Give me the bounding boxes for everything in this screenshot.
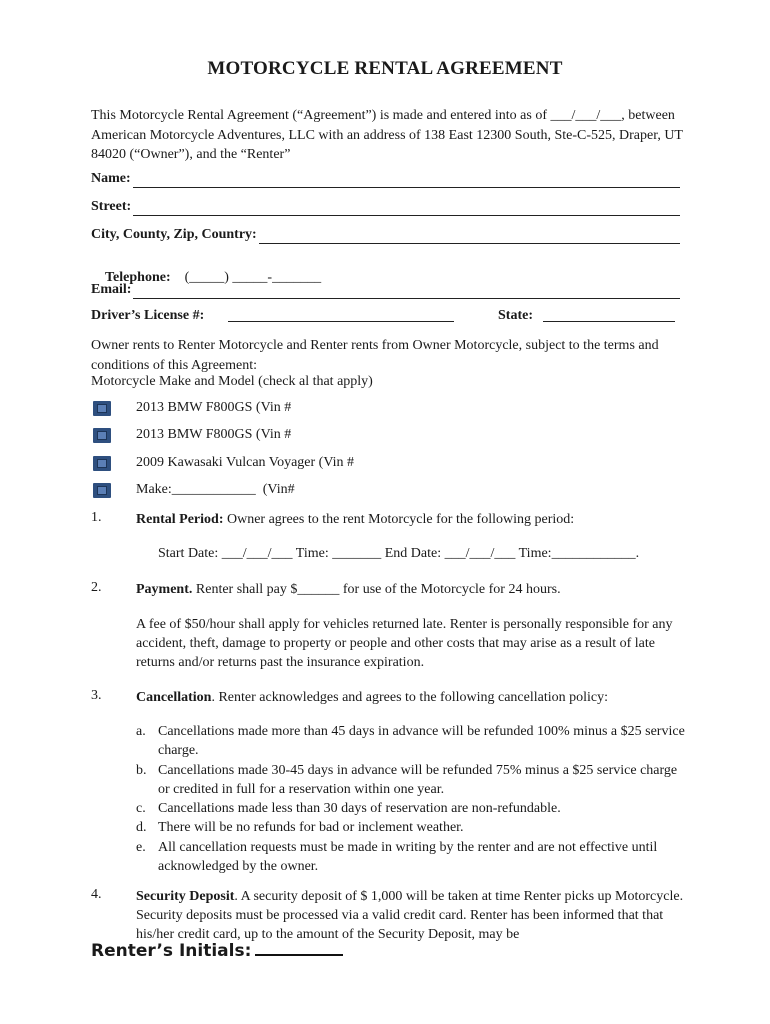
list-marker: c. xyxy=(136,801,146,817)
list-item xyxy=(136,799,686,818)
email-field[interactable] xyxy=(91,281,680,299)
state-blank-line[interactable] xyxy=(543,321,675,322)
list-marker: d. xyxy=(136,820,147,836)
name-field[interactable] xyxy=(91,170,680,188)
checkbox-icon[interactable] xyxy=(93,428,111,443)
list-item xyxy=(136,722,686,761)
motorcycle-option-label: 2013 BMW F800GS (Vin # xyxy=(136,400,292,415)
email-blank-line[interactable] xyxy=(133,284,680,299)
motorcycle-option-label: 2009 Kawasaki Vulcan Voyager (Vin # xyxy=(136,455,354,470)
section-text: Renter shall pay $______ for use of the Motorcycle for 24 hours. xyxy=(192,582,561,597)
state-label: State: xyxy=(498,308,533,323)
street-field[interactable] xyxy=(91,198,680,216)
section-title: Cancellation xyxy=(136,690,212,705)
section-number: 4. xyxy=(91,887,102,902)
rental-period-section xyxy=(136,510,684,529)
list-item-text: Cancellations made less than 30 days of reservation are non-refundable. xyxy=(158,801,561,817)
motorcycle-option[interactable] xyxy=(91,482,681,502)
late-fee-paragraph: A fee of $50/hour shall apply for vehicles returned late. Renter is personally responsible for any accident, theft, damage to property or people and other costs that may arise as a result of late returns and/or returns past the insurance expiration. xyxy=(136,617,673,670)
city-field[interactable] xyxy=(91,226,680,244)
owner-rents-paragraph: Owner rents to Renter Motorcycle and Renter rents from Owner Motorcycle, subject to the terms and conditions of this Agreement: xyxy=(91,338,659,373)
drivers-license-row xyxy=(91,308,680,328)
drivers-license-label: Driver’s License #: xyxy=(91,308,205,323)
section-title: Rental Period: xyxy=(136,512,224,527)
intro-paragraph: This Motorcycle Rental Agreement (“Agreement”) is made and entered into as of ___/___/___, between American Motorcycle Adventures, LLC with an address of 138 East 12300 South, Ste-C-525, Draper, UT 84020 (“Owner”), and the “Renter” xyxy=(91,108,683,162)
checkbox-icon[interactable] xyxy=(93,483,111,498)
street-label: Street: xyxy=(91,199,132,214)
renter-initials-label: Renter’s Initials: xyxy=(91,941,252,961)
section-number: 3. xyxy=(91,688,102,703)
name-label: Name: xyxy=(91,171,131,186)
motorcycle-option-label: 2013 BMW F800GS (Vin # xyxy=(136,427,292,442)
city-blank-line[interactable] xyxy=(259,229,680,244)
list-item xyxy=(136,761,686,800)
cancellation-section xyxy=(136,688,684,707)
email-label: Email: xyxy=(91,282,132,297)
telephone-label: Telephone: xyxy=(105,270,171,285)
drivers-license-blank-line[interactable] xyxy=(228,321,454,322)
checkbox-icon[interactable] xyxy=(93,456,111,471)
renter-initials-field[interactable] xyxy=(91,940,343,961)
cancellation-policy-list xyxy=(136,722,686,876)
section-text: . Renter acknowledges and agrees to the following cancellation policy: xyxy=(211,690,608,705)
list-marker: a. xyxy=(136,724,146,739)
motorcycle-option[interactable] xyxy=(91,427,681,447)
list-marker: e. xyxy=(136,839,146,855)
street-blank-line[interactable] xyxy=(133,201,680,216)
list-item-text: Cancellations made more than 45 days in advance will be refunded 100% minus a $25 service charge. xyxy=(158,724,685,759)
renter-initials-blank-line[interactable] xyxy=(255,940,343,956)
list-item-text: All cancellation requests must be made in writing by the renter and are not effective until acknowledged by the owner. xyxy=(158,839,658,875)
make-model-heading: Motorcycle Make and Model (check al that apply) xyxy=(91,374,373,389)
name-blank-line[interactable] xyxy=(133,173,680,188)
list-item-text: Cancellations made 30-45 days in advance will be refunded 75% minus a $25 service charge or credited in full for a reservation within one year. xyxy=(158,762,678,797)
list-marker: b. xyxy=(136,762,147,778)
telephone-blank[interactable]: (_____) _____-_______ xyxy=(170,270,322,285)
city-label: City, County, Zip, Country: xyxy=(91,227,257,242)
list-item xyxy=(136,838,686,877)
section-title: Security Deposit xyxy=(136,889,235,904)
rental-dates-line[interactable]: Start Date: ___/___/___ Time: _______ End Date: ___/___/___ Time:____________. xyxy=(158,546,640,561)
section-text: Owner agrees to the rent Motorcycle for the following period: xyxy=(223,512,575,527)
document-title: MOTORCYCLE RENTAL AGREEMENT xyxy=(207,58,563,79)
checkbox-icon[interactable] xyxy=(93,401,111,416)
section-text: . A security deposit of $ 1,000 will be taken at time Renter picks up Motorcycle. Security deposits must be processed via a valid credit card. Renter has been informed that that his/her credit card, up to the amount of the Security Deposit, may be xyxy=(136,889,684,941)
payment-section xyxy=(136,580,684,599)
motorcycle-option[interactable] xyxy=(91,455,681,475)
security-deposit-section xyxy=(136,887,684,941)
section-number: 1. xyxy=(91,510,102,525)
section-title: Payment. xyxy=(136,582,193,597)
section-number: 2. xyxy=(91,580,102,595)
list-item xyxy=(136,818,686,837)
motorcycle-option-label: Make:____________ (Vin# xyxy=(136,482,295,497)
list-item-text: There will be no refunds for bad or inclement weather. xyxy=(158,820,464,836)
motorcycle-option[interactable] xyxy=(91,400,681,420)
